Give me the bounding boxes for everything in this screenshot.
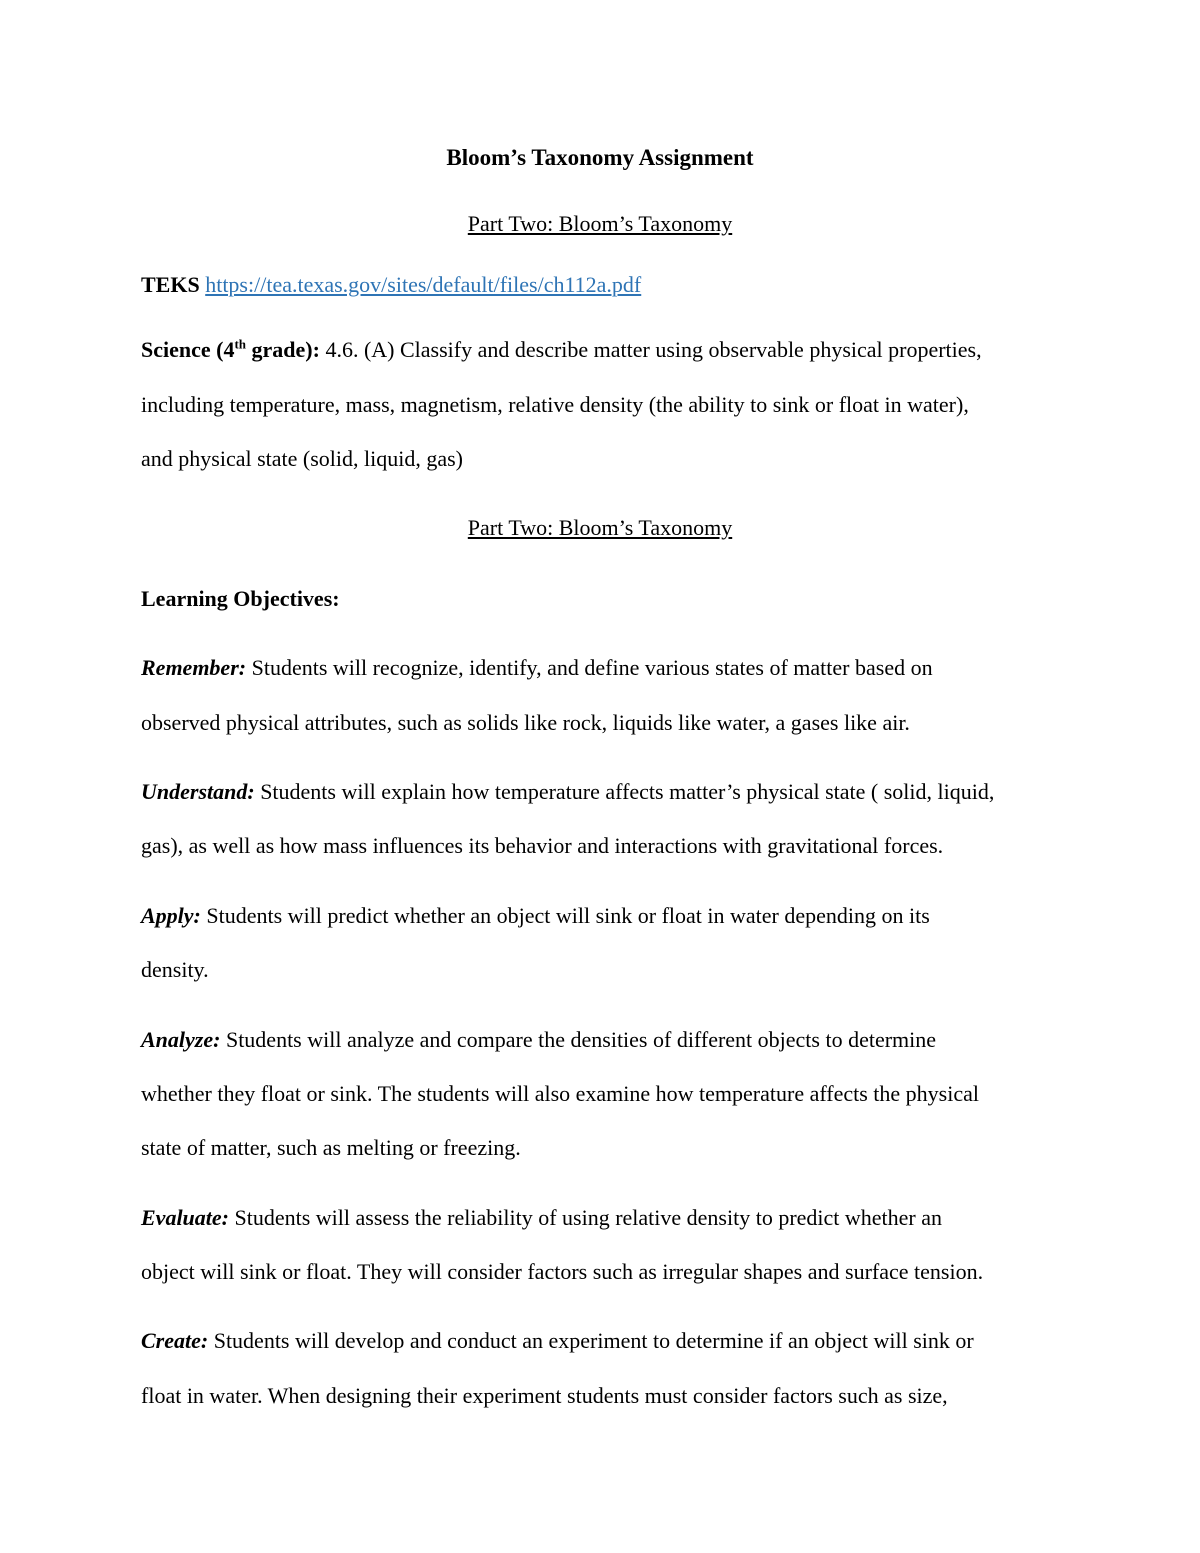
create-line-2: float in water. When designing their experiment students must consider factors such as size, bbox=[141, 1383, 948, 1408]
part-heading-2 bbox=[0, 513, 1200, 543]
document-title: Bloom’s Taxonomy Assignment bbox=[446, 145, 754, 170]
science-label-sup: th bbox=[234, 336, 247, 352]
apply-text-1: Students will predict whether an object will sink or float in water depending on its bbox=[200, 903, 930, 928]
evaluate-line-2: object will sink or float. They will consider factors such as irregular shapes and surface tension. bbox=[141, 1259, 984, 1284]
apply-label: Apply: bbox=[141, 903, 201, 928]
objectives-heading: Learning Objectives: bbox=[141, 586, 340, 611]
analyze-text-1: Students will analyze and compare the densities of different objects to determine bbox=[220, 1027, 937, 1052]
understand-label: Understand: bbox=[141, 779, 255, 804]
science-line-2: including temperature, mass, magnetism, relative density (the ability to sink or float in water), bbox=[141, 392, 969, 417]
science-line-3: and physical state (solid, liquid, gas) bbox=[141, 446, 463, 471]
evaluate-label: Evaluate: bbox=[141, 1205, 229, 1230]
teks-label: TEKS bbox=[141, 272, 200, 297]
create-line-1 bbox=[141, 1326, 974, 1356]
teks-line bbox=[141, 270, 641, 300]
create-label: Create: bbox=[141, 1328, 209, 1353]
analyze-line-3: state of matter, such as melting or freezing. bbox=[141, 1135, 521, 1160]
science-label bbox=[141, 337, 320, 362]
evaluate-line-1 bbox=[141, 1203, 942, 1233]
teks-link[interactable]: https://tea.texas.gov/sites/default/files/ch112a.pdf bbox=[205, 272, 642, 297]
remember-line-1 bbox=[141, 653, 933, 683]
remember-line-2: observed physical attributes, such as solids like rock, liquids like water, a gases like air. bbox=[141, 710, 910, 735]
evaluate-text-1: Students will assess the reliability of using relative density to predict whether an bbox=[229, 1205, 943, 1230]
science-text-1: 4.6. (A) Classify and describe matter using observable physical properties, bbox=[319, 337, 982, 362]
science-label-start: Science (4 bbox=[141, 337, 235, 362]
part-heading-1-text: Part Two: Bloom’s Taxonomy bbox=[467, 211, 733, 236]
apply-line-1 bbox=[141, 901, 930, 931]
understand-text-1: Students will explain how temperature affects matter’s physical state ( solid, liquid, bbox=[254, 779, 995, 804]
apply-line-2: density. bbox=[141, 957, 209, 982]
understand-line-2: gas), as well as how mass influences its behavior and interactions with gravitational forces. bbox=[141, 833, 944, 858]
science-label-end: grade): bbox=[246, 337, 320, 362]
part-heading-1 bbox=[0, 209, 1200, 239]
analyze-label: Analyze: bbox=[141, 1027, 221, 1052]
remember-text-1: Students will recognize, identify, and define various states of matter based on bbox=[246, 655, 933, 680]
analyze-line-2: whether they float or sink. The students will also examine how temperature affects the physical bbox=[141, 1081, 979, 1106]
remember-label: Remember: bbox=[141, 655, 247, 680]
create-text-1: Students will develop and conduct an experiment to determine if an object will sink or bbox=[208, 1328, 974, 1353]
analyze-line-1 bbox=[141, 1025, 936, 1055]
science-line-1 bbox=[141, 335, 982, 365]
part-heading-2-text: Part Two: Bloom’s Taxonomy bbox=[467, 515, 733, 540]
understand-line-1 bbox=[141, 777, 994, 807]
